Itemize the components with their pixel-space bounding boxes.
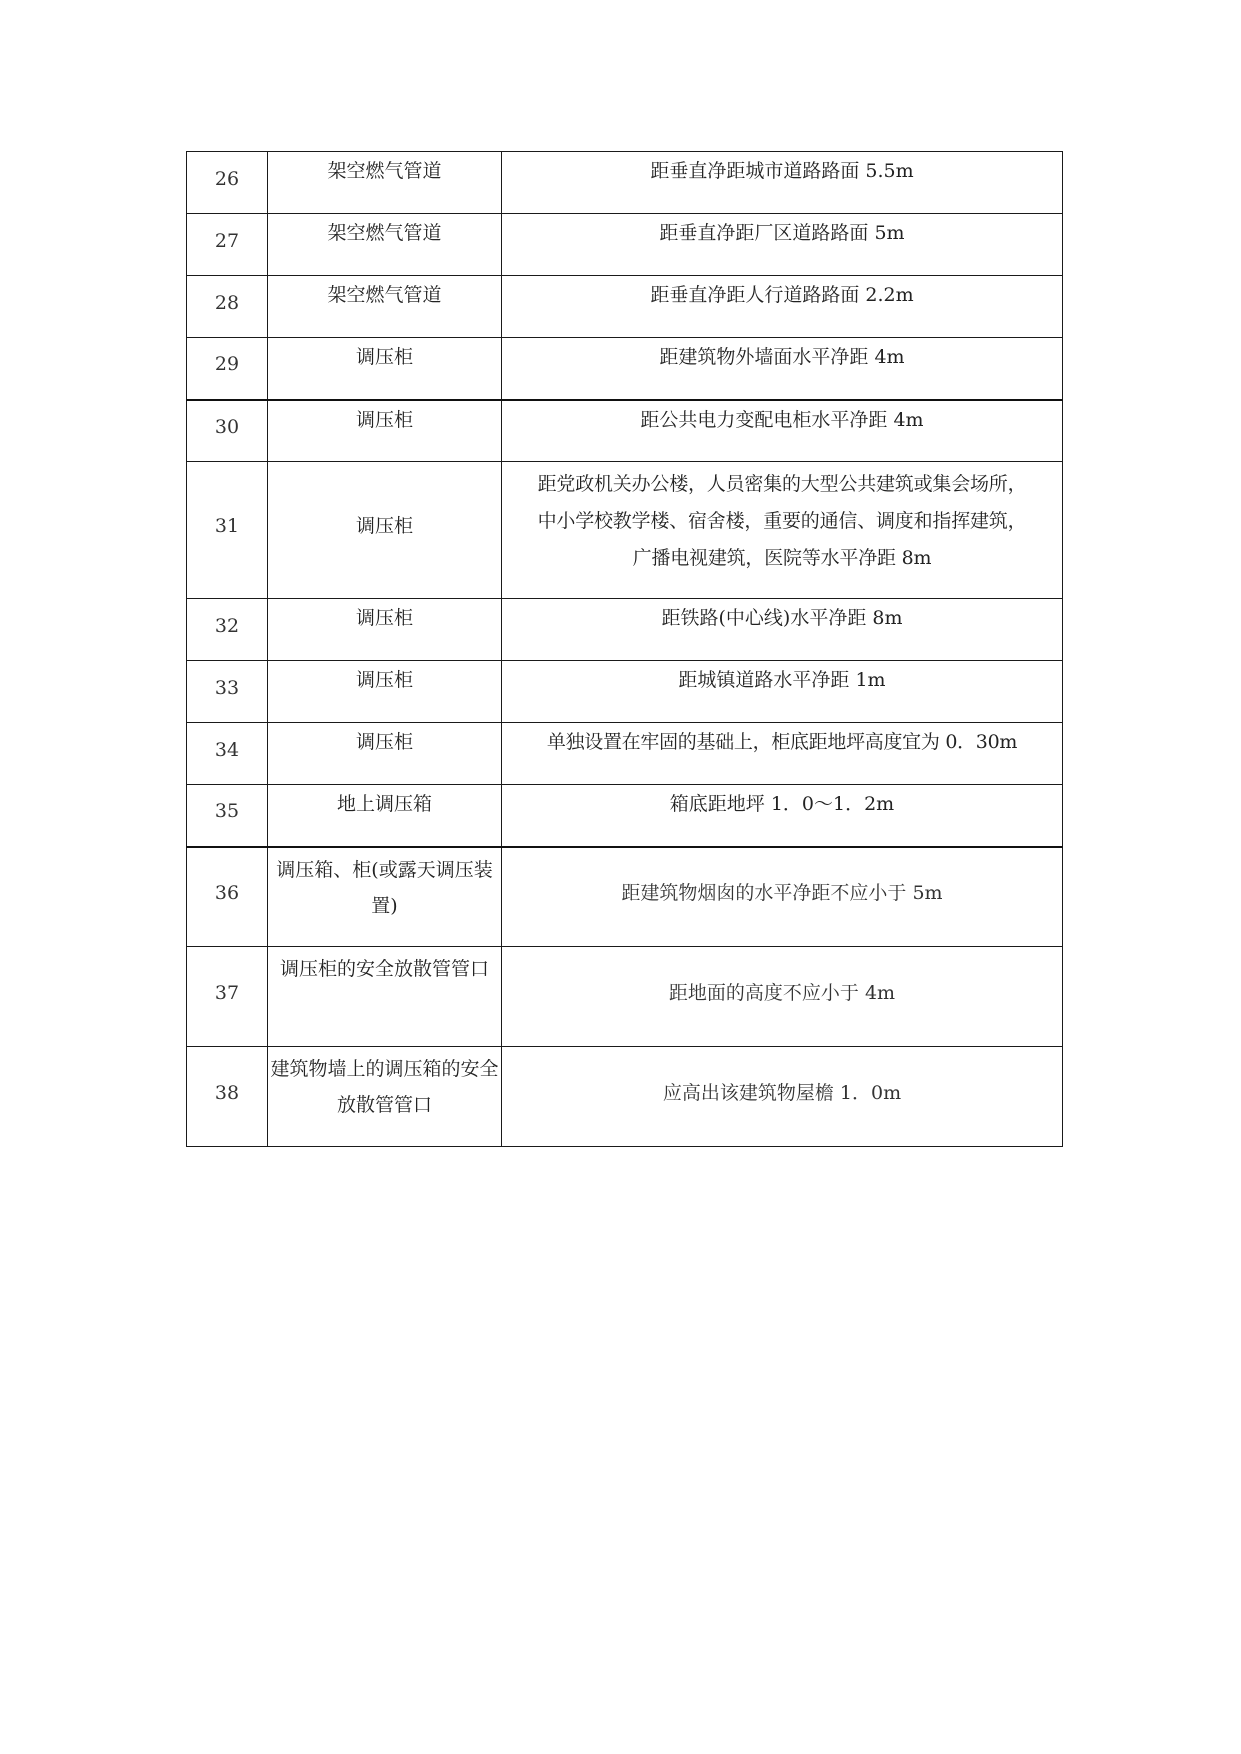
requirement-cell: 距铁路(中心线)水平净距 8m: [502, 599, 1063, 661]
table-row: [187, 152, 1063, 214]
facility-cell: 调压柜的安全放散管管口: [268, 947, 502, 1047]
requirement-cell: 距垂直净距城市道路路面 5.5m: [502, 152, 1063, 214]
facility-cell: 调压柜: [268, 661, 502, 723]
requirement-cell: 距垂直净距厂区道路路面 5m: [502, 214, 1063, 276]
requirement-line: 距党政机关办公楼，人员密集的大型公共建筑或集会场所，: [537, 473, 1027, 495]
facility-cell: 地上调压箱: [268, 785, 502, 847]
requirement-cell: 单独设置在牢固的基础上，柜底距地坪高度宜为 0．30m: [502, 723, 1063, 785]
requirement-cell: 距建筑物烟囱的水平净距不应小于 5m: [502, 847, 1063, 947]
facility-cell: 调压柜: [268, 462, 502, 599]
table-row: [187, 462, 1063, 599]
table-row: [187, 723, 1063, 785]
table-row: [187, 400, 1063, 462]
row-number: 29: [187, 338, 268, 400]
requirement-cell: 距公共电力变配电柜水平净距 4m: [502, 400, 1063, 462]
row-number: 30: [187, 400, 268, 462]
table-row: [187, 847, 1063, 947]
table-row: [187, 947, 1063, 1047]
row-number: 33: [187, 661, 268, 723]
facility-cell: 架空燃气管道: [268, 276, 502, 338]
row-number: 35: [187, 785, 268, 847]
table-row: [187, 785, 1063, 847]
facility-cell: 调压柜: [268, 723, 502, 785]
facility-cell: 架空燃气管道: [268, 214, 502, 276]
requirement-cell: [502, 462, 1063, 599]
table-row: [187, 1047, 1063, 1147]
requirement-line: 中小学校教学楼、宿舍楼，重要的通信、调度和指挥建筑，: [537, 510, 1027, 532]
requirement-cell: 距建筑物外墙面水平净距 4m: [502, 338, 1063, 400]
row-number: 32: [187, 599, 268, 661]
facility-cell: 架空燃气管道: [268, 152, 502, 214]
facility-cell: 调压箱、柜(或露天调压装置): [268, 847, 502, 947]
row-number: 28: [187, 276, 268, 338]
row-number: 38: [187, 1047, 268, 1147]
facility-cell: 调压柜: [268, 599, 502, 661]
requirement-line: 广播电视建筑，医院等水平净距 8m: [632, 547, 932, 569]
safety-distance-table: [186, 151, 1063, 1147]
facility-cell: 调压柜: [268, 338, 502, 400]
requirement-cell: 应高出该建筑物屋檐 1．0m: [502, 1047, 1063, 1147]
facility-cell: 调压柜: [268, 400, 502, 462]
row-number: 36: [187, 847, 268, 947]
requirement-cell: 距地面的高度不应小于 4m: [502, 947, 1063, 1047]
row-number: 27: [187, 214, 268, 276]
requirement-cell: 距城镇道路水平净距 1m: [502, 661, 1063, 723]
row-number: 37: [187, 947, 268, 1047]
table-row: [187, 214, 1063, 276]
table-row: [187, 599, 1063, 661]
row-number: 31: [187, 462, 268, 599]
row-number: 26: [187, 152, 268, 214]
table-row: [187, 276, 1063, 338]
table-row: [187, 661, 1063, 723]
table-row: [187, 338, 1063, 400]
facility-cell: 建筑物墙上的调压箱的安全放散管管口: [268, 1047, 502, 1147]
row-number: 34: [187, 723, 268, 785]
requirement-cell: 距垂直净距人行道路路面 2.2m: [502, 276, 1063, 338]
requirement-cell: 箱底距地坪 1．0～1．2m: [502, 785, 1063, 847]
